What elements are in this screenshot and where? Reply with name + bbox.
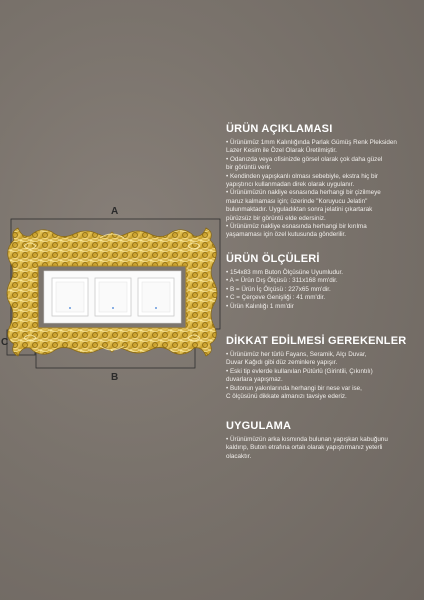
- switch-plates: [44, 271, 181, 323]
- list-item: kaldırıp, Buton etrafına ortalı olarak yapıştırmanız yeterli: [226, 444, 383, 452]
- list-item: C ölçüsünü dikkate almanızı tavsiye ederiz.: [226, 393, 347, 401]
- section-list-dimensions: [226, 269, 418, 311]
- list-item: Duvar Kağıdı gibi düz zeminlere yapışır.: [226, 359, 338, 367]
- list-item: maruz kalmaması için; üzerinde "Koruyucu Jelatin": [226, 197, 368, 205]
- list-item: • Ürünümüz her türlü Fayans, Seramik, Alçı Duvar,: [226, 351, 367, 358]
- list-item: olacaktır.: [226, 452, 252, 460]
- section-list-application: [226, 436, 418, 461]
- dimension-label-b: B: [111, 372, 119, 383]
- switch-3: [138, 278, 174, 316]
- list-item: Lazer Kesim ile Özel Olarak Üretilmiştir.: [226, 147, 337, 155]
- list-item: bulunmaktadır. Uyguladıktan sonra jelatini çıkartarak: [226, 206, 373, 214]
- list-item: bir görüntü verir.: [226, 164, 272, 172]
- list-item: • B = Ürün İç Ölçüsü : 227x65 mm'dir.: [226, 285, 331, 293]
- switch-1: [52, 278, 88, 316]
- section-title-warnings: DİKKAT EDİLMESİ GEREKENLER: [226, 335, 407, 347]
- list-item: • Ürünümüzün arka kısmında bulunan yapışkan kabuğunu: [226, 436, 388, 443]
- list-item: yapıştırıcı kullanmadan direk olarak uygulanır.: [226, 181, 355, 189]
- section-title-description: ÜRÜN AÇIKLAMASI: [226, 123, 333, 135]
- section-title-application: UYGULAMA: [226, 420, 292, 432]
- list-item: • Ürünümüz nakliye esnasında herhangi bir kırılma: [226, 223, 367, 231]
- list-item: pürüzsüz bir görüntü elde edersiniz.: [226, 214, 326, 222]
- list-item: • Ürünümüz 1mm Kalınlığında Parlak Gümüş Renk Pleksiden: [226, 139, 397, 146]
- list-item: • Odanızda veya ofisinizde görsel olarak çok daha güzel: [226, 155, 383, 163]
- switch-2: [95, 278, 131, 316]
- list-item: • Butonun yakınlarında herhangi bir nese var ise,: [226, 384, 362, 392]
- list-item: duvarlara yapışmaz.: [226, 376, 283, 384]
- list-item: • 154x83 mm Buton Ölçüsüne Uyumludur.: [226, 269, 344, 276]
- list-item: • A = Ürün Dış Ölçüsü : 311x168 mm'dir.: [226, 277, 338, 285]
- dimension-label-a: A: [111, 206, 119, 217]
- dimension-label-c: C: [1, 337, 9, 348]
- section-title-dimensions: ÜRÜN ÖLÇÜLERİ: [226, 253, 320, 265]
- section-list-warnings: [226, 351, 418, 401]
- list-item: • C = Çerçeve Genişliği : 41 mm'dir.: [226, 294, 326, 302]
- section-list-description: [226, 139, 418, 240]
- list-item: yaşamaması için özel kutusunda gönderilir.: [226, 231, 347, 239]
- list-item: • Ürünümüzün nakliye esnasında herhangi bir çizilmeye: [226, 189, 381, 197]
- list-item: • Eski tip evlerde kullanılan Pütürlü (Girintili, Çıkıntılı): [226, 367, 373, 375]
- list-item: • Kendinden yapışkanlı olması sebebiyle, ekstra hiç bir: [226, 172, 379, 180]
- list-item: • Ürün Kalınlığı 1 mm'dir: [226, 302, 294, 310]
